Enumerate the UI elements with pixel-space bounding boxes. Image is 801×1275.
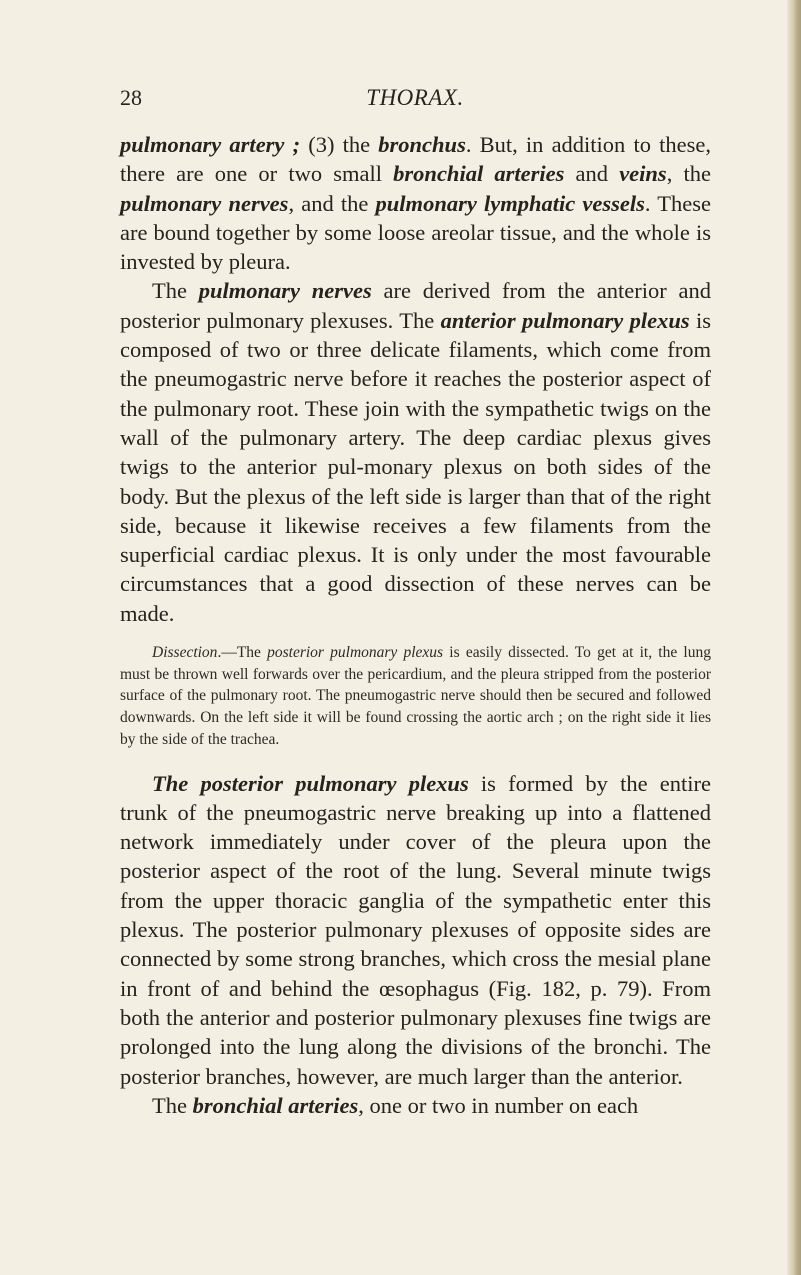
page-header xyxy=(120,82,710,114)
text-segment: pulmonary artery ; xyxy=(120,132,301,157)
paragraph-bronchial-arteries xyxy=(120,1091,711,1120)
text-segment: Dissection xyxy=(152,644,218,662)
text-segment: posterior pulmonary plexus xyxy=(267,644,444,662)
text-segment: (3) the xyxy=(300,132,379,157)
page-number: 28 xyxy=(120,85,142,110)
paragraph-pulmonary-nerves xyxy=(120,276,711,628)
text-segment: The xyxy=(152,1092,193,1118)
text-segment: veins xyxy=(619,161,667,187)
paragraph-dissection-note xyxy=(120,642,711,751)
text-segment: is composed of two or three delicate filaments, which come from the pneumogastric nerve before it reaches the posterior aspect of the pulmonary root. These join with the sympathetic twigs on the wall of the pulmonary artery. The deep cardiac plexus gives twigs to the anterior pul-monary plexus on both sides of the body. But the plexus of the left side is larger than that of the right side, because it likewise receives a few filaments from the superficial cardiac plexus. It is only under the most favourable circumstances that a good dissection of these nerves can be made. xyxy=(120,307,712,626)
page-body xyxy=(120,130,711,1120)
text-segment: The xyxy=(152,278,199,304)
text-segment: , one or two in number on each xyxy=(358,1092,639,1118)
text-segment: and xyxy=(564,161,620,187)
text-segment: are derived from the anterior and posterior pulmonary plexuses. The xyxy=(120,278,711,333)
running-title: THORAX. xyxy=(366,85,464,110)
text-segment: anterior pulmonary plexus xyxy=(440,307,690,333)
paragraph-vessels-intro xyxy=(120,130,711,276)
text-segment: is formed by the entire trunk of the pneumogastric nerve breaking up into a flattened network immediately under cover of the pleura upon the posterior aspect of the root of the lung. Several minute twigs from the upper thoracic ganglia of the sympathetic enter this plexus. The posterior pulmonary plexuses of opposite sides are connected by some strong branches, which cross the mesial plane in front of and behind the œsophagus (Fig. 182, p. 79). From both the anterior and posterior pulmonary plexuses fine twigs are prolonged into the lung along the divisions of the bronchi. The posterior branches, however, are much larger than the anterior. xyxy=(120,770,712,1089)
text-segment: bronchus xyxy=(378,132,466,157)
text-segment: . These are bound together by some loose areolar tissue, and the whole is invested by pleura. xyxy=(120,190,711,275)
text-segment: bronchial arteries xyxy=(192,1092,359,1118)
text-segment: pulmonary nerves xyxy=(198,278,372,304)
text-segment: , and the xyxy=(288,190,376,216)
text-segment: pulmonary lymphatic vessels xyxy=(375,190,645,216)
text-segment: is easily dissected. To get at it, the lung must be thrown well forwards over the pericardium, and the pleura stripped from the posterior surface of the pulmonary root. The pneumogastric nerve should then be secured and followed downwards. On the left side it will be found crossing the aortic arch ; on the right side it lies by the side of the trachea. xyxy=(120,644,711,748)
page-edge-shadow xyxy=(787,0,801,1275)
text-segment: .—The xyxy=(217,644,268,662)
text-segment: . But, in addition to these, there are one or two small xyxy=(120,132,711,187)
text-segment: , the xyxy=(666,161,711,187)
paragraph-posterior-plexus xyxy=(120,769,711,1091)
text-segment: The posterior pulmonary plexus xyxy=(152,770,469,796)
text-segment: pulmonary nerves xyxy=(120,190,289,216)
text-segment: bronchial arteries xyxy=(393,161,565,187)
